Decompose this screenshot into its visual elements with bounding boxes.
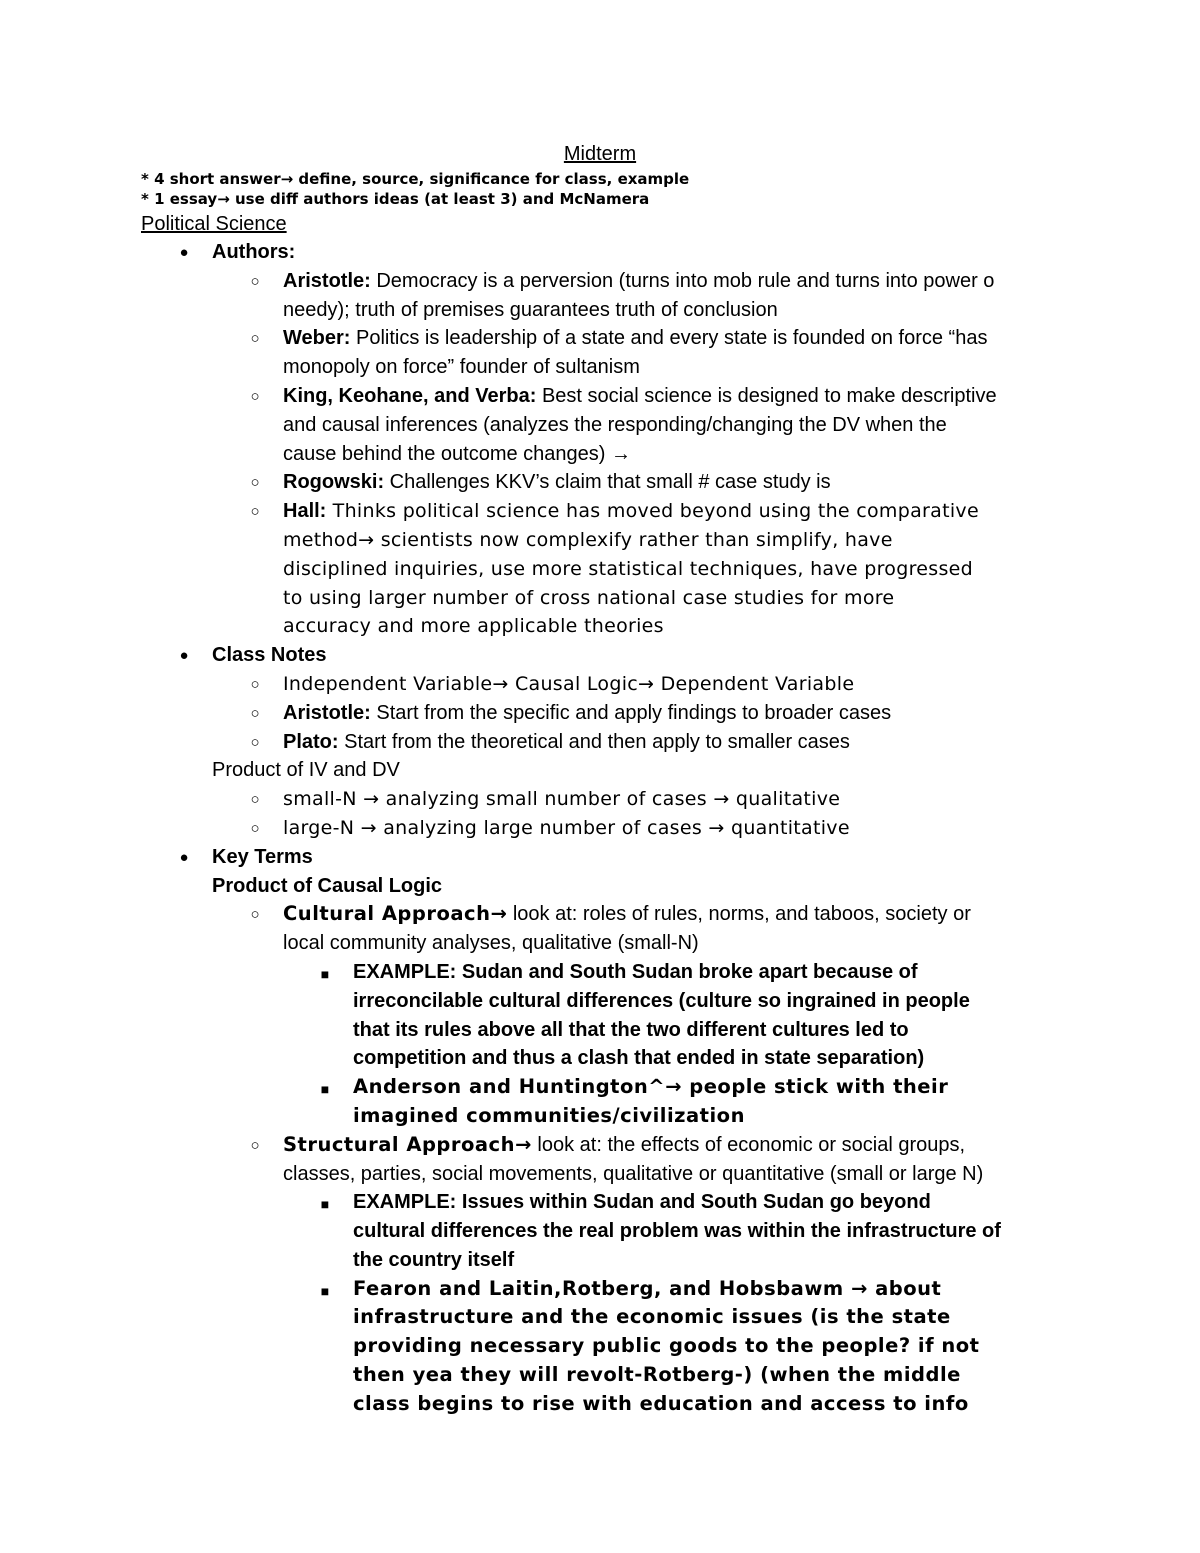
list-item-aristotle: ○ Aristotle: Democracy is a perversion (turns into mob rule and turns into power o	[0, 267, 1200, 296]
text-line: cause behind the outcome changes) →	[283, 442, 631, 465]
list-item-rogowski: ○ Rogowski: Challenges KKV’s claim that small # case study is	[0, 468, 1200, 497]
circle-bullet-icon: ○	[250, 503, 260, 521]
square-bullet-icon: ■	[320, 1282, 330, 1299]
text-line: competition and thus a clash that ended in state separation)	[353, 1047, 925, 1070]
text-line: providing necessary public goods to the people? if not	[353, 1334, 980, 1358]
circle-bullet-icon: ○	[250, 704, 260, 722]
list-item-kkv: ○ King, Keohane, and Verba: Best social science is designed to make descriptive	[0, 382, 1200, 411]
list-item-structural-example: ■ EXAMPLE: Issues within Sudan and South Sudan go beyond	[0, 1188, 1200, 1217]
list-item-iv-dv: ○ Independent Variable→ Causal Logic→ Dependent Variable	[0, 670, 1200, 699]
disc-bullet-icon: ●	[179, 244, 189, 261]
list-item-fearon: ■ Fearon and Laitin,Rotberg, and Hobsbawm → about	[0, 1275, 1200, 1304]
text-line: class begins to rise with education and access to info	[353, 1391, 969, 1415]
text-line: method→ scientists now complexify rather than simplify, have	[283, 528, 893, 551]
text-line: needy); truth of premises guarantees truth of conclusion	[283, 298, 778, 321]
text-line: irreconcilable cultural differences (culture so ingrained in people	[353, 989, 970, 1012]
text-line: then yea they will revolt-Rotberg-) (when the middle	[353, 1363, 961, 1387]
list-item-class-notes: ● Class Notes	[0, 641, 1200, 670]
circle-bullet-icon: ○	[250, 330, 260, 348]
exam-note-essay: * 1 essay→ use diff authors ideas (at least 3) and McNamera	[141, 190, 650, 208]
text-line: infrastructure and the economic issues (is the state	[353, 1305, 951, 1329]
list-item-aristotle-method: ○ Aristotle: Start from the specific and apply findings to broader cases	[0, 699, 1200, 728]
text-line: classes, parties, social movements, qualitative or quantitative (small or large N)	[283, 1162, 984, 1185]
text-line: imagined communities/civilization	[353, 1103, 745, 1127]
circle-bullet-icon: ○	[250, 906, 260, 924]
disc-bullet-icon: ●	[179, 647, 189, 665]
exam-note-short-answer: * 4 short answer→ define, source, significance for class, example	[141, 170, 690, 188]
text-line: accuracy and more applicable theories	[283, 615, 664, 638]
circle-bullet-icon: ○	[250, 819, 260, 837]
circle-bullet-icon: ○	[250, 474, 260, 492]
circle-bullet-icon: ○	[250, 272, 260, 290]
section-heading: Political Science	[141, 213, 287, 235]
text-line: cultural differences the real problem was within the infrastructure of	[353, 1220, 1001, 1243]
square-bullet-icon: ■	[320, 1081, 330, 1098]
text-line: that its rules above all that the two different cultures led to	[353, 1018, 909, 1041]
list-item-anderson: ■ Anderson and Huntington^→ people stick with their	[0, 1073, 1200, 1102]
text-line: monopoly on force” founder of sultanism	[283, 356, 640, 379]
text-line: and causal inferences (analyzes the responding/changing the DV when the	[283, 413, 947, 436]
list-item-key-terms: ● Key Terms	[0, 843, 1200, 872]
square-bullet-icon: ■	[320, 965, 330, 982]
text-line: the country itself	[353, 1248, 515, 1271]
circle-bullet-icon: ○	[250, 1136, 260, 1154]
text-line: local community analyses, qualitative (small-N)	[283, 932, 699, 955]
list-item-weber: ○ Weber: Politics is leadership of a state and every state is founded on force “has	[0, 324, 1200, 353]
page-title: Midterm	[563, 143, 637, 165]
circle-bullet-icon: ○	[250, 791, 260, 809]
list-item-cultural-approach: ○ Cultural Approach→ look at: roles of rules, norms, and taboos, society or	[0, 900, 1200, 929]
list-item-authors: ● Authors:	[0, 238, 1200, 267]
circle-bullet-icon: ○	[250, 387, 260, 405]
square-bullet-icon: ■	[320, 1196, 330, 1213]
text-line: Product of Causal Logic	[212, 874, 443, 897]
list-item-plato-method: ○ Plato: Start from the theoretical and then apply to smaller cases	[0, 728, 1200, 757]
list-item-hall: ○ Hall: Thinks political science has moved beyond using the comparative	[0, 497, 1200, 526]
notes-body	[0, 238, 1200, 1419]
list-item-cultural-example: ■ EXAMPLE: Sudan and South Sudan broke apart because of	[0, 958, 1200, 987]
list-item-small-n: ○ small-N → analyzing small number of cases → qualitative	[0, 785, 1200, 814]
disc-bullet-icon: ●	[179, 848, 189, 866]
list-item-large-n: ○ large-N → analyzing large number of cases → quantitative	[0, 814, 1200, 843]
circle-bullet-icon: ○	[250, 733, 260, 751]
text-line: disciplined inquiries, use more statistical techniques, have progressed	[283, 557, 974, 580]
circle-bullet-icon: ○	[250, 675, 260, 693]
text-line: Product of IV and DV	[212, 759, 400, 782]
list-item-structural-approach: ○ Structural Approach→ look at: the effects of economic or social groups,	[0, 1131, 1200, 1160]
text-line: to using larger number of cross national case studies for more	[283, 586, 895, 609]
